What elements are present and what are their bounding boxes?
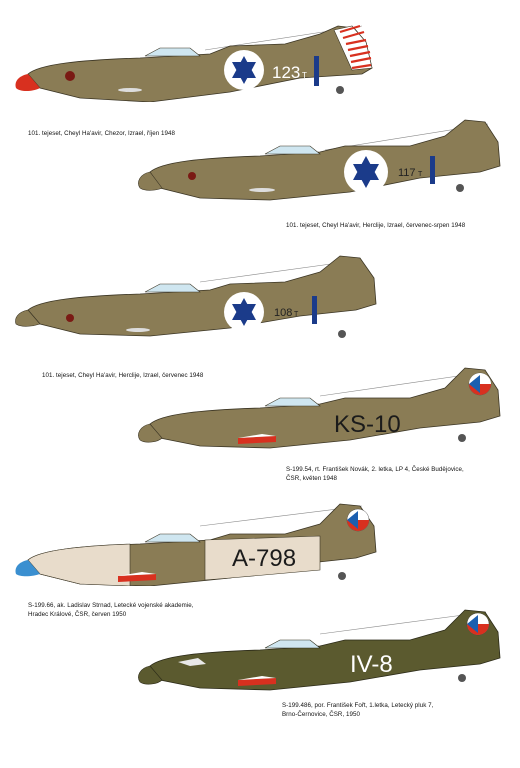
fuselage-code: IV-8 — [350, 651, 393, 678]
svg-text:108: 108 — [274, 307, 293, 319]
aircraft-illustration — [0, 248, 520, 338]
aircraft-profile-5 — [0, 496, 520, 618]
aircraft-illustration — [0, 12, 520, 102]
aircraft-profile-4 — [0, 362, 520, 482]
profile-caption: 101. tejeset, Cheyl Ha'avir, Herclije, Izrael, červenec 1948 — [42, 372, 204, 379]
aircraft-profile-1 — [0, 12, 520, 137]
aircraft-illustration — [0, 604, 520, 694]
fuselage-code: A-798 — [232, 545, 297, 572]
svg-text:T: T — [302, 71, 307, 80]
profile-caption: S-199.486, por. František Fořt, 1.letka, Letecký pluk 7, Brno-Černovice, ČSR, 1950 — [282, 702, 434, 718]
profile-caption: 101. tejeset, Cheyl Ha'avir, Chezor, Izrael, říjen 1948 — [28, 130, 176, 137]
aircraft-illustration — [0, 496, 520, 586]
svg-text:T: T — [418, 171, 423, 178]
profile-caption: S-199.54, rt. František Novák, 2. letka, LP 4, České Budějovice, ČSR, květen 1948 — [286, 466, 464, 482]
aircraft-illustration — [0, 362, 520, 452]
aircraft-illustration — [0, 116, 520, 206]
svg-text:T: T — [294, 311, 299, 318]
profile-caption: S-199.66, ak. Ladislav Strnad, Letecké vojenské akademie, Hradec Králové, ČSR, červen 1950 — [28, 602, 194, 618]
fuselage-code: 123 — [272, 63, 301, 82]
fuselage-code: KS-10 — [334, 411, 401, 438]
svg-text:117: 117 — [398, 167, 416, 179]
aircraft-profile-2 — [0, 116, 520, 229]
aircraft-profile-6 — [0, 604, 520, 718]
aircraft-profile-3 — [0, 248, 520, 379]
profile-caption: 101. tejeset, Cheyl Ha'avir, Herclije, Izrael, červenec-srpen 1948 — [286, 222, 466, 229]
